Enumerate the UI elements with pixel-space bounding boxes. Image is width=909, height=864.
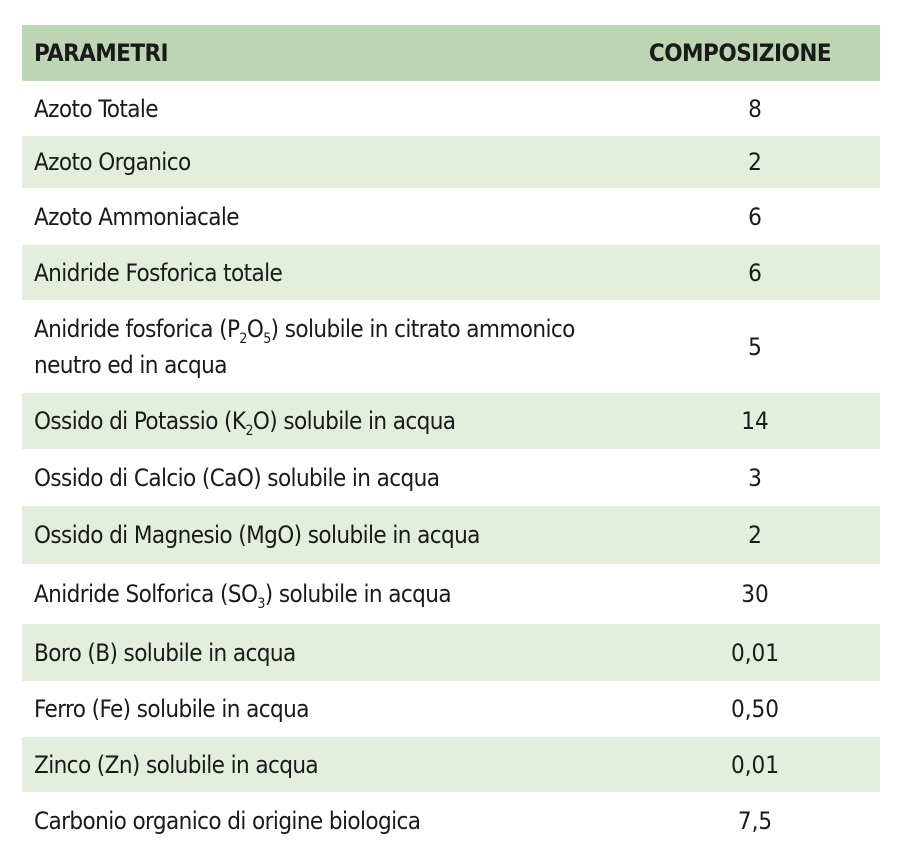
value-cell: 0,50	[730, 695, 780, 723]
value-cell: 0,01	[730, 750, 780, 779]
table-row	[22, 506, 880, 564]
header-parametri: PARAMETRI	[34, 39, 168, 67]
parameter-cell	[22, 255, 630, 291]
table-row	[22, 792, 880, 849]
parameter-cell	[22, 199, 630, 235]
table-row	[22, 245, 880, 300]
parameter-text: Anidride Fosforica totale	[34, 258, 283, 287]
parameter-cell	[22, 144, 630, 180]
value-cell: 6	[748, 258, 762, 287]
parameter-text: Ferro (Fe) solubile in acqua	[34, 695, 309, 723]
parameter-text: Ossido di Calcio (CaO) solubile in acqua	[34, 463, 440, 492]
table-row	[22, 564, 880, 624]
table-row	[22, 393, 880, 449]
parameter-text: ) solubile in acqua	[264, 580, 451, 608]
value-cell: 8	[748, 94, 762, 123]
table-row	[22, 624, 880, 681]
composition-table	[22, 25, 880, 849]
parameter-cell	[22, 691, 630, 727]
subscript: 5	[263, 330, 271, 347]
parameter-cell	[22, 576, 630, 612]
parameter-text: Azoto Organico	[34, 148, 191, 176]
parameter-text: Ossido di Potassio (K	[34, 407, 246, 435]
parameter-cell	[22, 403, 630, 439]
parameter-text: Azoto Totale	[34, 94, 158, 123]
table-header	[22, 25, 880, 81]
parameter-text: Carbonio organico di origine biologica	[34, 806, 421, 835]
value-cell: 5	[748, 332, 762, 361]
parameter-cell	[22, 747, 630, 783]
value-cell: 3	[748, 463, 762, 492]
table-row	[22, 188, 880, 245]
table-row	[22, 81, 880, 136]
table-row	[22, 737, 880, 792]
value-cell: 7,5	[737, 806, 773, 835]
parameter-text: Anidride fosforica (P	[34, 314, 240, 343]
parameter-text: ) solubile in citrato ammonico neutro ed in acqua	[34, 314, 575, 379]
parameter-text: O) solubile in acqua	[252, 407, 456, 435]
parameter-cell	[22, 311, 630, 383]
parameter-cell	[22, 635, 630, 671]
subscript: 2	[239, 330, 247, 347]
table-row	[22, 136, 880, 188]
value-cell: 2	[748, 148, 762, 176]
value-cell: 6	[748, 202, 762, 231]
table-row	[22, 449, 880, 506]
value-cell: 30	[741, 580, 769, 608]
parameter-text: Azoto Ammoniacale	[34, 202, 239, 231]
subscript: 2	[245, 423, 253, 439]
subscript: 3	[257, 596, 265, 612]
table-body	[22, 81, 880, 849]
table-row	[22, 300, 880, 393]
parameter-text: Boro (B) solubile in acqua	[34, 638, 296, 667]
value-cell: 14	[741, 407, 769, 435]
value-cell: 0,01	[730, 638, 780, 667]
table-row	[22, 681, 880, 737]
parameter-cell	[22, 517, 630, 553]
parameter-text: Zinco (Zn) solubile in acqua	[34, 750, 319, 779]
parameter-cell	[22, 91, 630, 127]
parameter-cell	[22, 803, 630, 839]
header-composizione: COMPOSIZIONE	[648, 39, 832, 67]
value-cell: 2	[748, 521, 762, 549]
parameter-text: Anidride Solforica (SO	[34, 580, 258, 608]
parameter-text: O	[246, 314, 264, 343]
parameter-text: Ossido di Magnesio (MgO) solubile in acqua	[34, 521, 480, 549]
parameter-cell	[22, 460, 630, 496]
